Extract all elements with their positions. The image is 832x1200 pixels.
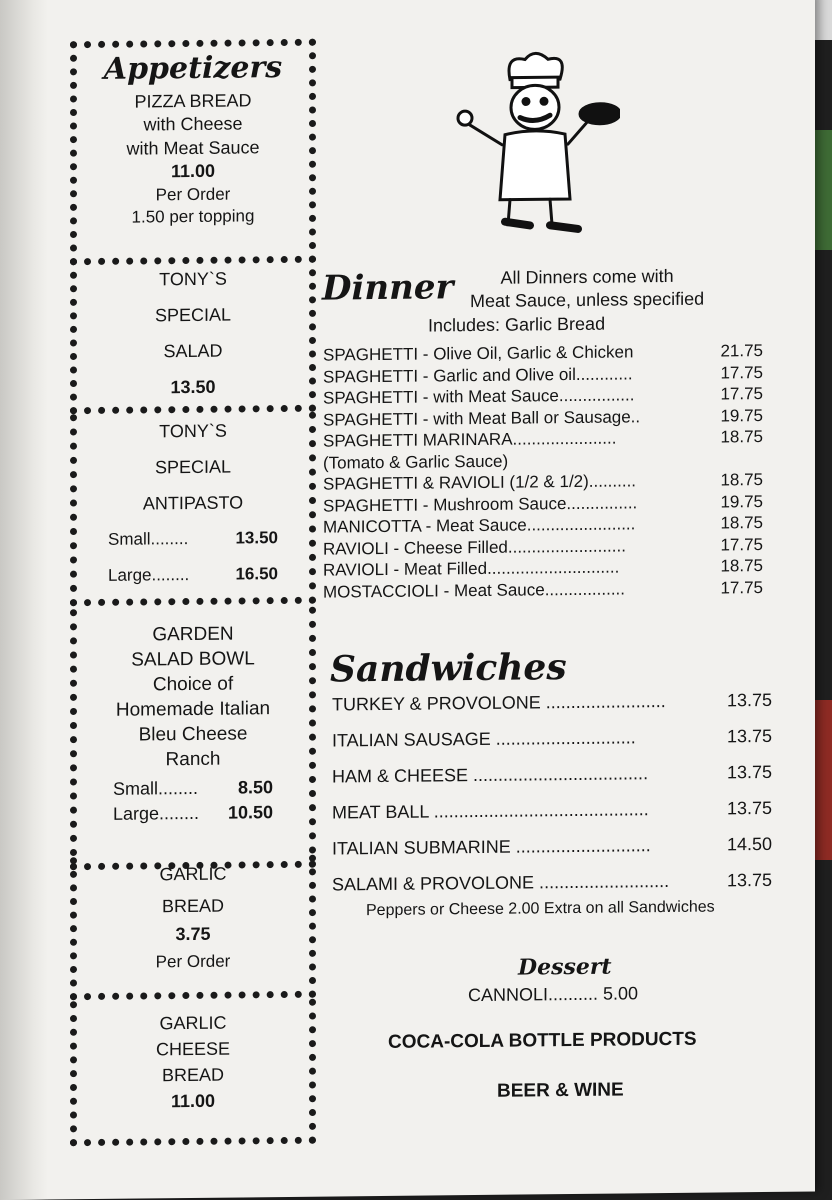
item-price: 18.75 [720,513,763,533]
item-name: ITALIAN SAUSAGE ............................ [332,727,636,751]
item-name: (Tomato & Garlic Sauce) [323,451,509,473]
appetizers-box [70,39,316,266]
garden-line: Choice of [152,673,234,696]
drinks-beer: BEER & WINE [497,1079,624,1102]
dinner-title: Dinner [322,267,454,309]
appetizer-item: PIZZA BREAD [134,90,252,112]
garlic-cheese-box [70,999,316,1147]
item-name: SPAGHETTI & RAVIOLI (1/2 & 1/2).......... [323,471,637,494]
garden-box [70,607,316,871]
antipasto-line: SPECIAL [154,456,232,478]
garden-sizes [113,775,273,827]
dinner-note-line: All Dinners come with [500,265,674,288]
drinks-coke: COCA-COLA BOTTLE PRODUCTS [388,1028,697,1053]
size-price: 8.50 [237,777,273,798]
page-spine [0,0,48,1200]
item-price: 18.75 [720,427,763,447]
item-price: 18.75 [720,470,763,490]
size-price: 10.50 [227,802,273,823]
item-name: HAM & CHEESE ................................... [332,763,649,787]
item-price [703,448,763,470]
item-name: MANICOTTA - Meat Sauce....................... [323,514,636,537]
item-name: RAVIOLI - Meat Filled............................ [323,557,620,580]
chef-illustration [450,49,620,236]
dinner-includes: Includes: Garlic Bread [428,313,606,336]
antipasto-line: ANTIPASTO [142,492,244,514]
item-name: SPAGHETTI - Garlic and Olive oil............ [323,363,633,387]
list-item [332,682,772,723]
item-name: SALAMI & PROVOLONE .......................... [332,870,670,895]
dinner-list [323,340,763,603]
sandwiches-list [332,682,772,903]
size-label: Large........ [108,565,190,585]
size-label: Small........ [113,777,199,799]
size-label: Large........ [113,802,200,824]
item-price: 13.75 [726,869,772,891]
garlic-bread-line: GARLIC [159,863,227,885]
item-price: 13.75 [726,689,772,711]
item-price: 17.75 [720,577,763,597]
size-label: Small........ [108,529,189,549]
garden-line: Bleu Cheese [138,723,248,746]
item-price: 14.50 [726,833,772,855]
size-price: 16.50 [235,564,278,584]
appetizer-price: 11.00 [170,160,216,182]
item-name: ITALIAN SUBMARINE ........................... [332,835,651,859]
list-item [323,577,763,603]
appetizer-topping: 1.50 per topping [131,205,255,227]
antipasto-box [70,412,316,607]
appetizer-item: with Cheese [143,113,243,135]
list-item [332,790,772,831]
sandwiches-title: Sandwiches [330,646,567,691]
size-price: 13.50 [235,528,278,548]
garlic-cheese-line: BREAD [161,1064,224,1086]
dessert-title: Dessert [518,953,612,981]
item-name: SPAGHETTI - with Meat Sauce................ [323,385,635,408]
dessert-item: CANNOLI.......... 5.00 [468,983,639,1006]
item-price: 17.75 [720,384,763,404]
garden-line: Ranch [165,748,221,771]
antipasto-sizes [108,520,278,594]
item-price: 13.75 [726,797,772,819]
salad-price: 13.50 [170,376,216,398]
antipasto-line: TONY`S [159,420,227,442]
item-name: RAVIOLI - Cheese Filled......................... [323,535,626,559]
dinner-note-line: Meat Sauce, unless specified [470,288,705,311]
appetizer-item: with Meat Sauce [126,137,260,159]
item-name: MEAT BALL ........................................... [332,799,649,823]
item-name: SPAGHETTI MARINARA...................... [323,428,617,451]
item-name: SPAGHETTI - with Meat Ball or Sausage.. [323,406,641,430]
item-price: 13.75 [726,725,772,747]
item-name: MOSTACCIOLI - Meat Sauce................. [323,578,625,602]
salad-line: TONY`S [159,268,227,290]
list-item [332,826,772,867]
item-price: 18.75 [720,556,763,576]
item-price: 19.75 [720,405,763,425]
sandwiches-note: Peppers or Cheese 2.00 Extra on all Sandwiches [366,898,715,920]
salad-line: SALAD [163,340,223,362]
garlic-cheese-price: 11.00 [170,1090,216,1112]
item-price: 19.75 [720,491,763,511]
garlic-cheese-line: GARLIC [159,1012,227,1034]
salad-box [70,256,316,415]
garlic-bread-line: BREAD [161,895,224,917]
garden-line: GARDEN [152,623,234,646]
dinner-note [470,265,704,312]
appetizers-title: Appetizers [103,50,283,87]
item-name: SPAGHETTI - Olive Oil, Garlic & Chicken [323,342,634,365]
item-price: 13.75 [726,761,772,783]
item-price: 17.75 [720,362,763,382]
item-name: SPAGHETTI - Mushroom Sauce............... [323,492,638,516]
list-item [332,718,772,759]
garlic-bread-price: 3.75 [175,923,211,945]
garlic-bread-box [70,855,316,1001]
garlic-bread-unit: Per Order [155,951,231,972]
salad-line: SPECIAL [154,304,232,326]
garden-line: Homemade Italian [115,698,271,721]
garden-line: SALAD BOWL [131,648,255,671]
list-item [332,862,772,903]
item-price: 21.75 [720,341,763,361]
garlic-cheese-line: CHEESE [155,1038,231,1060]
item-name: TURKEY & PROVOLONE ........................ [332,691,666,715]
list-item [332,754,772,795]
appetizer-unit: Per Order [155,184,231,204]
item-price: 17.75 [720,534,763,554]
